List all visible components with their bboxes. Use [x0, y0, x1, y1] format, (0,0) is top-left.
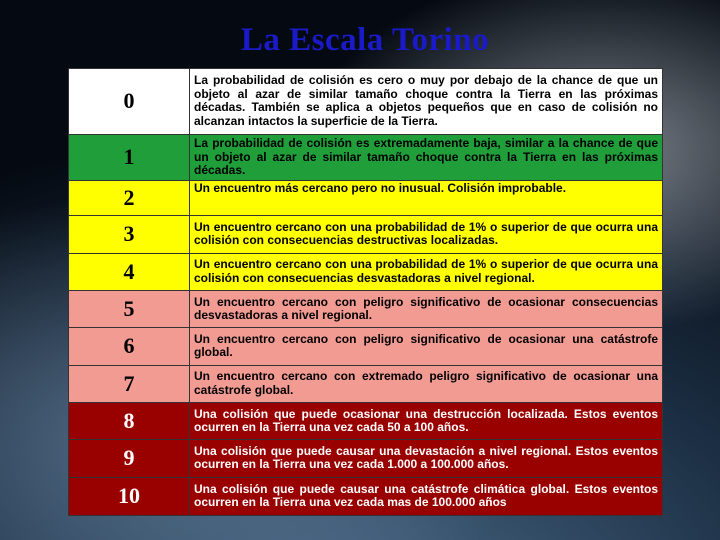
level-description: Una colisión que puede ocasionar una destrucción localizada. Estos eventos ocurren en la Tierra una vez cada 50 a 100 años. [190, 402, 663, 439]
level-description: Un encuentro cercano con peligro significativo de ocasionar consecuencias desvastadoras a nivel regional. [190, 290, 663, 327]
level-number: 8 [69, 402, 190, 439]
level-number: 6 [69, 328, 190, 365]
level-description: Un encuentro cercano con una probabilidad de 1% o superior de que ocurra una colisión con consecuencias destructivas localizadas. [190, 216, 663, 253]
level-description: Un encuentro cercano con extremado peligro significativo de ocasionar una catástrofe global. [190, 365, 663, 402]
level-number: 10 [69, 477, 190, 515]
table-row [69, 134, 663, 180]
level-description: La probabilidad de colisión es cero o muy por debajo de la chance de que un objeto al azar de similar tamaño choque contra la Tierra en las próximas décadas. También se aplica a objetos pequeños que en caso de colisión no alcanzan intactos la superficie de la Tierra. [190, 69, 663, 135]
table-row [69, 180, 663, 215]
level-number: 9 [69, 440, 190, 477]
table-row [69, 477, 663, 515]
level-description: Una colisión que puede causar una devastación a nivel regional. Estos eventos ocurren en la Tierra una vez cada 1.000 a 100.000 años. [190, 440, 663, 477]
level-description: Una colisión que puede causar una catástrofe climática global. Estos eventos ocurren en la Tierra una vez cada mas de 100.000 años [190, 477, 663, 515]
level-number: 4 [69, 253, 190, 290]
table-row [69, 216, 663, 253]
level-number: 1 [69, 134, 190, 180]
table-row [69, 365, 663, 402]
table-row [69, 253, 663, 290]
table-row [69, 290, 663, 327]
table-row [69, 328, 663, 365]
level-number: 5 [69, 290, 190, 327]
level-description: La probabilidad de colisión es extremadamente baja, similar a la chance de que un objeto al azar de similar tamaño choque contra la Tierra en las próximas décadas. [190, 134, 663, 180]
level-number: 3 [69, 216, 190, 253]
level-number: 0 [69, 69, 190, 135]
level-number: 2 [69, 180, 190, 215]
table-row [69, 440, 663, 477]
level-description: Un encuentro cercano con peligro significativo de ocasionar una catástrofe global. [190, 328, 663, 365]
table-row [69, 69, 663, 135]
table-row [69, 402, 663, 439]
level-number: 7 [69, 365, 190, 402]
torino-scale-table [68, 68, 663, 516]
level-description: Un encuentro más cercano pero no inusual. Colisión improbable. [190, 180, 663, 215]
page-title: La Escala Torino [240, 22, 490, 58]
level-description: Un encuentro cercano con una probabilidad de 1% o superior de que ocurra una colisión con consecuencias desvastadoras a nivel regional. [190, 253, 663, 290]
